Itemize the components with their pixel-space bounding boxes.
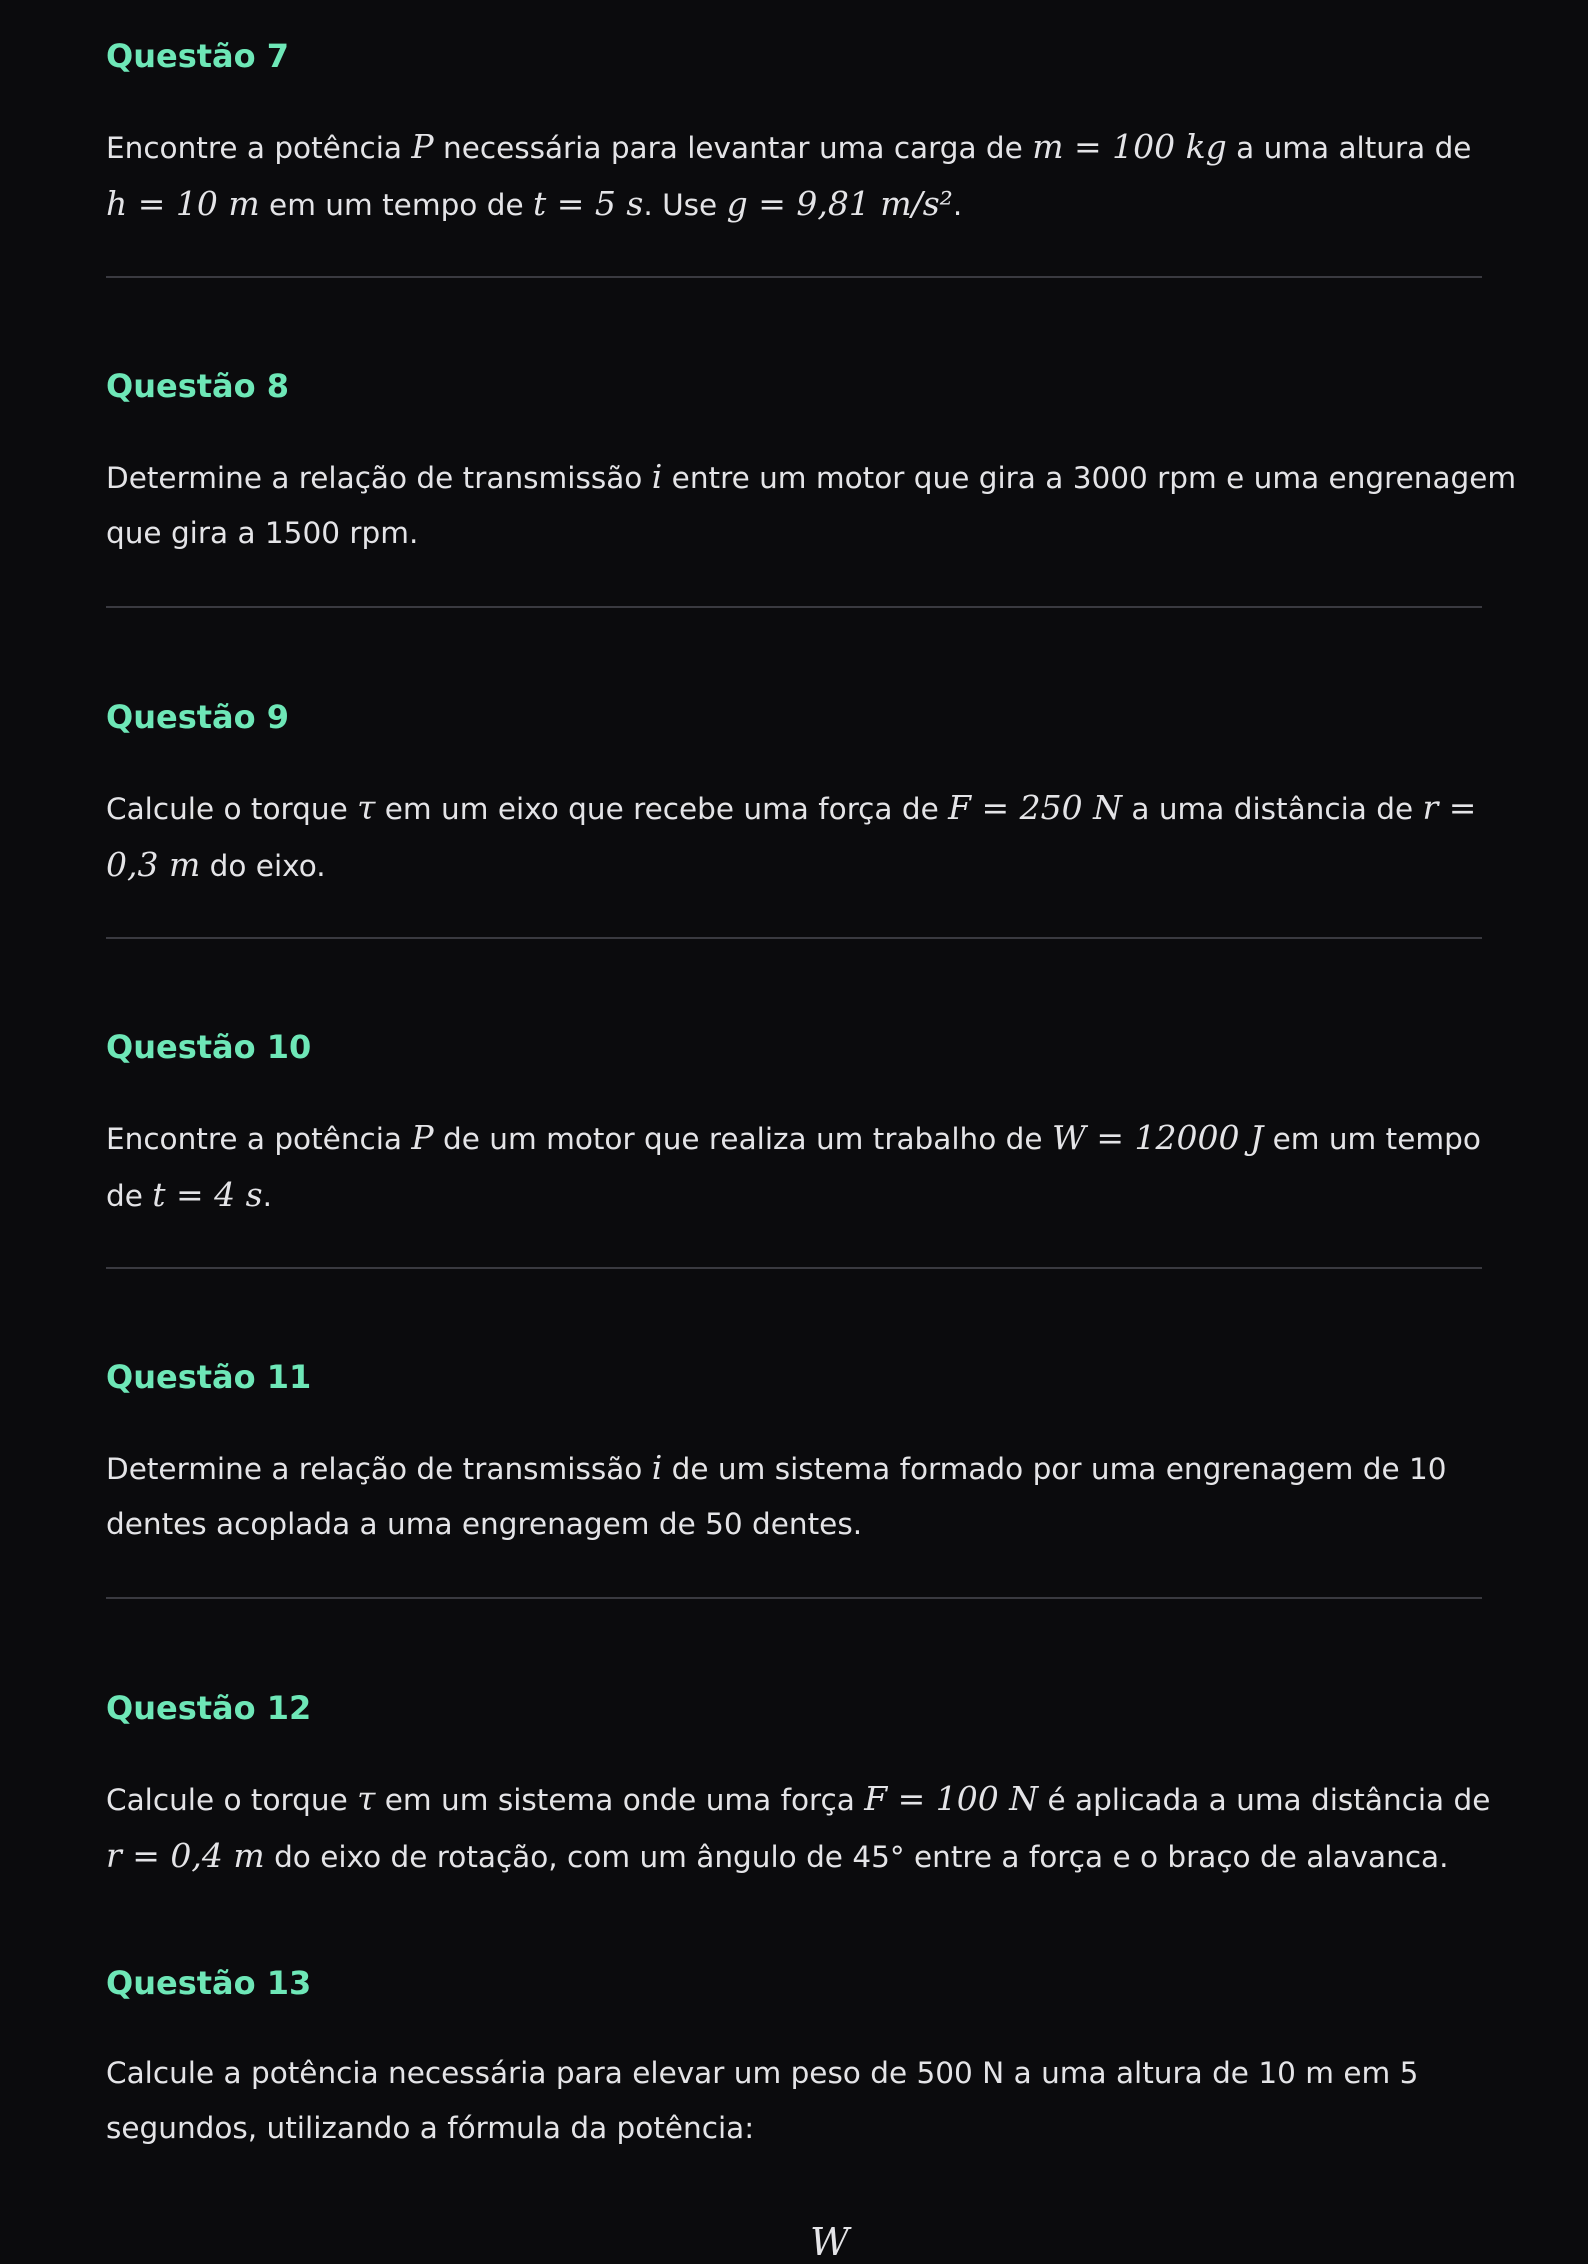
text-line: de t = 4 s. <box>106 1175 272 1214</box>
question-text <box>106 119 1482 233</box>
text-line: Determine a relação de transmissão i de um sistema formado por uma engrenagem de 10 <box>106 1448 1447 1487</box>
math-expression: 0,3 m <box>106 845 201 884</box>
math-expression: t = 5 s <box>533 184 644 223</box>
power-formula-partial: W <box>810 2220 850 2264</box>
text-line: 0,3 m do eixo. <box>106 845 326 884</box>
text-line: Calcule o torque τ em um sistema onde uma força F = 100 N é aplicada a uma distância de <box>106 1779 1491 1818</box>
math-expression: i <box>651 457 663 496</box>
math-expression: i <box>651 1448 663 1487</box>
math-expression: τ <box>357 1779 376 1818</box>
math-expression: g = 9,81 m/s² <box>726 184 953 223</box>
math-expression: P <box>411 127 434 166</box>
question-title: Questão 10 <box>106 1028 312 1066</box>
text-line: Encontre a potência P necessária para levantar uma carga de m = 100 kg a uma altura de <box>106 127 1472 166</box>
section-divider <box>106 1267 1482 1269</box>
question-title: Questão 13 <box>106 1964 312 2002</box>
math-expression: P <box>411 1118 434 1157</box>
question-text <box>106 1771 1491 1885</box>
math-expression: m = 100 kg <box>1032 127 1227 166</box>
question-text <box>106 449 1517 561</box>
math-expression: W = 12000 J <box>1051 1118 1264 1157</box>
text-line: Calcule a potência necessária para elevar um peso de 500 N a uma altura de 10 m em 5 <box>106 2056 1419 2090</box>
question-title: Questão 9 <box>106 698 290 736</box>
section-divider <box>106 1597 1482 1599</box>
question-text <box>106 1440 1482 1552</box>
question-title: Questão 11 <box>106 1358 312 1396</box>
text-line: que gira a 1500 rpm. <box>106 516 419 550</box>
question-text <box>106 780 1482 894</box>
question-text <box>106 1110 1482 1224</box>
text-line: segundos, utilizando a fórmula da potência: <box>106 2111 755 2145</box>
math-expression: r = 0,4 m <box>106 1836 265 1875</box>
text-line: h = 10 m em um tempo de t = 5 s. Use g = 9,81 m/s². <box>106 184 963 223</box>
text-line: Encontre a potência P de um motor que realiza um trabalho de W = 12000 J em um tempo <box>106 1118 1481 1157</box>
section-divider <box>106 606 1482 608</box>
math-expression: F = 100 N <box>864 1779 1039 1818</box>
math-expression: F = 250 N <box>948 788 1123 827</box>
section-divider <box>106 937 1482 939</box>
text-line: Determine a relação de transmissão i entre um motor que gira a 3000 rpm e uma engrenagem <box>106 457 1517 496</box>
text-line: Calcule o torque τ em um eixo que recebe uma força de F = 250 N a uma distância de r = <box>106 788 1477 827</box>
math-expression: r = <box>1422 788 1477 827</box>
math-expression: t = 4 s <box>152 1175 263 1214</box>
question-title: Questão 8 <box>106 367 290 405</box>
question-text <box>106 2046 1482 2156</box>
text-line: r = 0,4 m do eixo de rotação, com um ângulo de 45° entre a força e o braço de alavanca. <box>106 1836 1449 1875</box>
math-expression: τ <box>357 788 376 827</box>
math-expression: h = 10 m <box>106 184 260 223</box>
question-title: Questão 7 <box>106 37 290 75</box>
section-divider <box>106 276 1482 278</box>
text-line: dentes acoplada a uma engrenagem de 50 dentes. <box>106 1507 863 1541</box>
question-title: Questão 12 <box>106 1689 312 1727</box>
